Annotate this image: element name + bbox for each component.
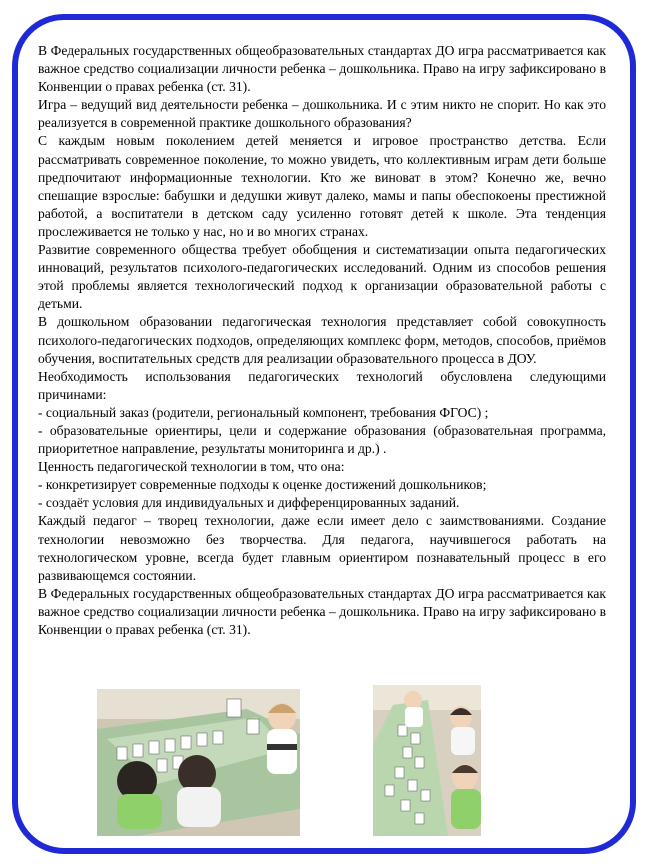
- paragraph: Игра – ведущий вид деятельности ребенка – дошкольника. И с этим никто не спорит. Но как это реализуется в современной практике дошкольного образования?: [38, 97, 606, 131]
- list-item: - создаёт условия для индивидуальных и дифференцированных заданий.: [38, 495, 460, 511]
- list-item: - конкретизирует современные подходы к оценке достижений дошкольников;: [38, 477, 487, 493]
- paragraph: Развитие современного общества требует обобщения и систематизации опыта педагогических инноваций, результатов психолого-педагогических исследований. Одним из способов решения этой проблемы является технологический подход к организации образовательной работы с детьми.: [38, 242, 606, 312]
- paragraph: В Федеральных государственных общеобразовательных стандартах ДО игра рассматривается как важное средство социализации личности ребенка – дошкольника. Право на игру зафиксировано в Конвенции о правах ребенка (ст. 31).: [38, 43, 606, 95]
- paragraph: В дошкольном образовании педагогическая технология представляет собой совокупность психолого-педагогических подходов, определяющих комплекс форм, методов, способов, приёмов обучения, воспитательных средств для реализации образовательного процесса в ДОУ.: [38, 314, 606, 366]
- photo-illustration: [373, 685, 481, 836]
- paragraph: С каждым новым поколением детей меняется и игровое пространство детства. Если рассматривать современное поколение, то можно увидеть, что коллективным играм дети больше предпочитают информационные технологии. Кто же виноват в этом? Конечно же, вечно спешащие взрослые: бабушки и дедушки живут далеко, мамы и папы обеспокоены престижной работой, а воспитатели в детском саду усиленно готовят детей к школе. Эта тенденция прослеживается не только у нас, но и во многих странах.: [38, 133, 606, 239]
- photo-children-with-cards: [373, 685, 481, 836]
- paragraph: Ценность педагогической технологии в том, что она:: [38, 459, 345, 475]
- paragraph: Каждый педагог – творец технологии, даже если имеет дело с заимствованиями. Создание технологии невозможно без творчества. Для педагога, научившегося работать на технологическом уровне, всегда будет главным ориентиром познавательный процесс в его развивающемся состоянии.: [38, 513, 606, 583]
- list-item: - образовательные ориентиры, цели и содержание образования (образовательная программа, приоритетное направление, результаты мониторинга и др.) .: [38, 422, 606, 457]
- article-text: [38, 42, 606, 639]
- list-item: - социальный заказ (родители, региональный компонент, требования ФГОС) ;: [38, 404, 489, 420]
- photo-children-at-table: [97, 689, 300, 836]
- paragraph: Необходимость использования педагогических технологий обусловлена следующими причинами:: [38, 368, 606, 402]
- paragraph: В Федеральных государственных общеобразовательных стандартах ДО игра рассматривается как важное средство социализации личности ребенка – дошкольника. Право на игру зафиксировано в Конвенции о правах ребенка (ст. 31).: [38, 585, 606, 637]
- photo-illustration: [97, 689, 300, 836]
